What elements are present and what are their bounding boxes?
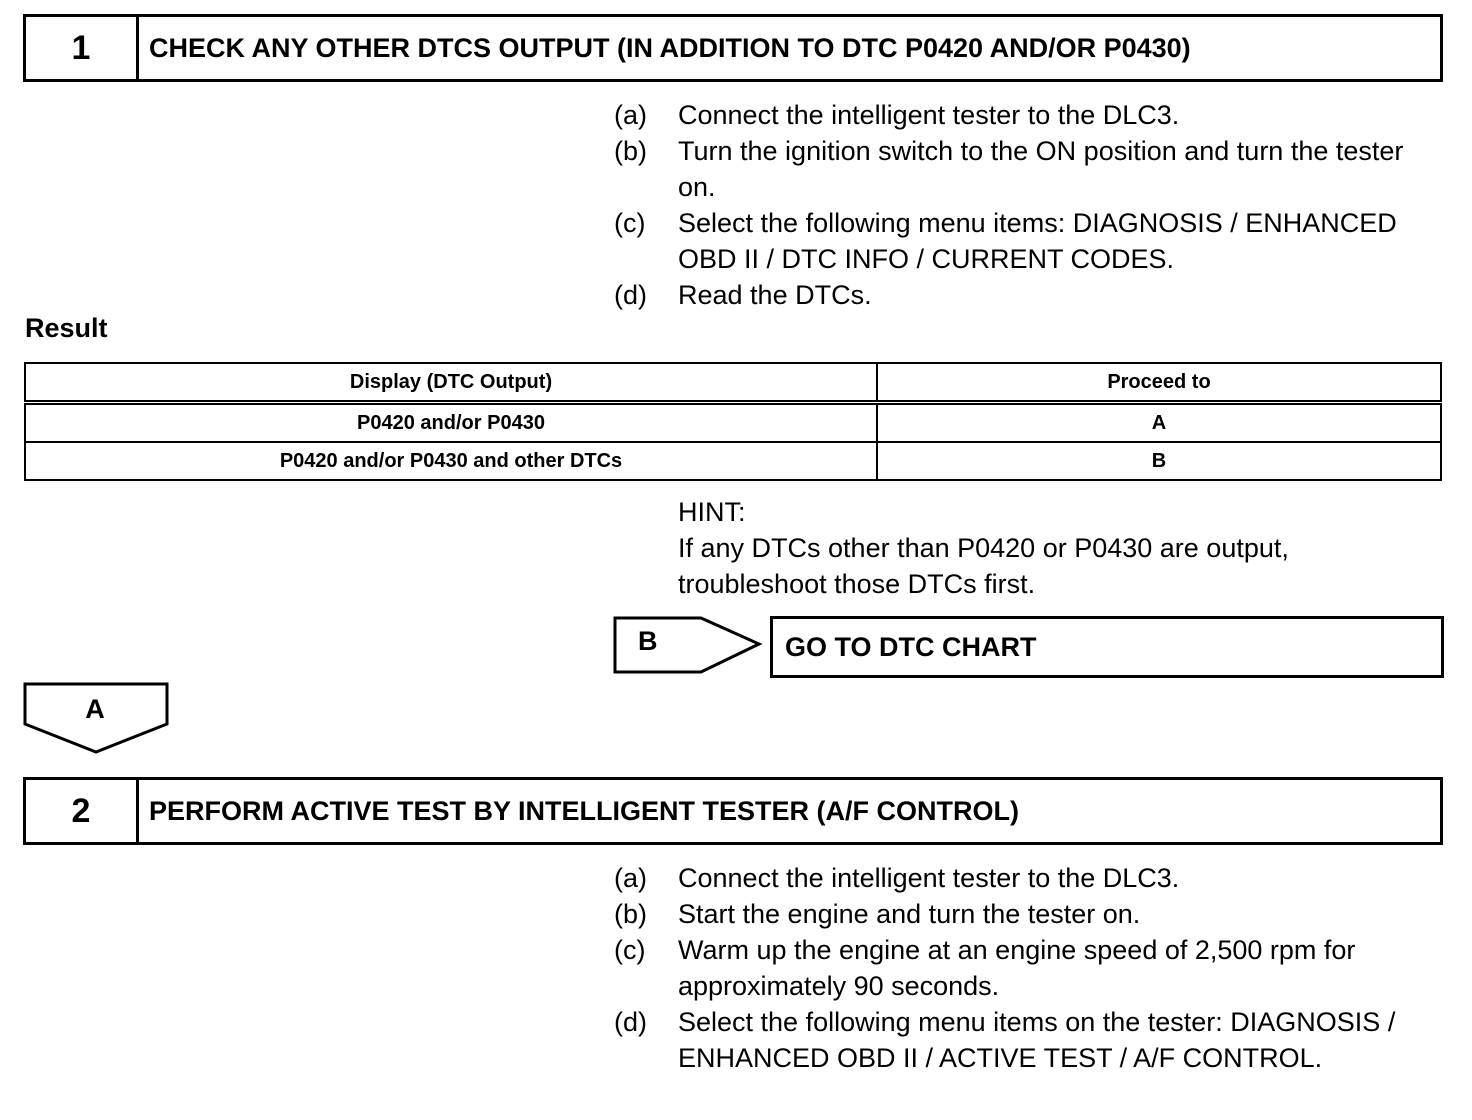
step-2-item-a [614, 860, 1449, 896]
branch-a-label: A [85, 694, 105, 724]
go-to-dtc-chart-box: GO TO DTC CHART [770, 616, 1444, 678]
step-letter: (b) [614, 136, 647, 166]
branch-b-arrow-icon [613, 616, 763, 674]
step-letter: (a) [614, 100, 647, 130]
hint-text: If any DTCs other than P0420 or P0430 are output, troubleshoot those DTCs first. [678, 533, 1289, 599]
step-1-number: 1 [26, 17, 139, 79]
step-letter: (b) [614, 899, 647, 929]
step-text: Select the following menu items on the tester: DIAGNOSIS / ENHANCED OBD II / ACTIVE TEST / A/F CONTROL. [678, 1007, 1396, 1073]
step-text: Read the DTCs. [678, 280, 872, 310]
step-letter: (d) [614, 1007, 647, 1037]
step-1-item-c [614, 205, 1424, 277]
result-label: Result [25, 313, 108, 343]
step-letter: (c) [614, 935, 646, 965]
table-header-row [25, 363, 1441, 403]
branch-b-label: B [638, 626, 658, 656]
step-letter: (c) [614, 208, 646, 238]
step-text: Connect the intelligent tester to the DLC3. [678, 863, 1180, 893]
step-2-number: 2 [26, 780, 139, 842]
table-cell-proceed: A [877, 403, 1441, 443]
step-text: Connect the intelligent tester to the DLC3. [678, 100, 1180, 130]
step-letter: (d) [614, 280, 647, 310]
table-cell-display: P0420 and/or P0430 [25, 403, 877, 443]
step-1-item-b [614, 133, 1424, 205]
step-1-instructions [614, 97, 1424, 313]
step-text: Select the following menu items: DIAGNOSIS / ENHANCED OBD II / DTC INFO / CURRENT CODES. [678, 208, 1397, 274]
step-2-item-b [614, 896, 1449, 932]
table-cell-display: P0420 and/or P0430 and other DTCs [25, 442, 877, 480]
step-1-item-d [614, 277, 1424, 313]
step-2-header [23, 777, 1443, 845]
step-2-instructions [614, 860, 1449, 1076]
table-row [25, 442, 1441, 480]
step-text: Start the engine and turn the tester on. [678, 899, 1141, 929]
step-1-header [23, 14, 1443, 82]
table-cell-proceed: B [877, 442, 1441, 480]
step-text: Warm up the engine at an engine speed of 2,500 rpm for approximately 90 seconds. [678, 935, 1356, 1001]
hint-label: HINT: [678, 497, 746, 527]
column-header-display: Display (DTC Output) [25, 363, 877, 403]
table-row [25, 403, 1441, 443]
step-text: Turn the ignition switch to the ON position and turn the tester on. [678, 136, 1404, 202]
step-1-title: CHECK ANY OTHER DTCS OUTPUT (IN ADDITION TO DTC P0420 AND/OR P0430) [149, 32, 1191, 63]
column-header-proceed: Proceed to [877, 363, 1441, 403]
step-2-item-d [614, 1004, 1449, 1076]
result-table [24, 362, 1442, 481]
step-2-item-c [614, 932, 1449, 1004]
step-2-title: PERFORM ACTIVE TEST BY INTELLIGENT TESTER (A/F CONTROL) [149, 795, 1019, 826]
hint-block [678, 494, 1438, 602]
step-1-item-a [614, 97, 1424, 133]
step-letter: (a) [614, 863, 647, 893]
